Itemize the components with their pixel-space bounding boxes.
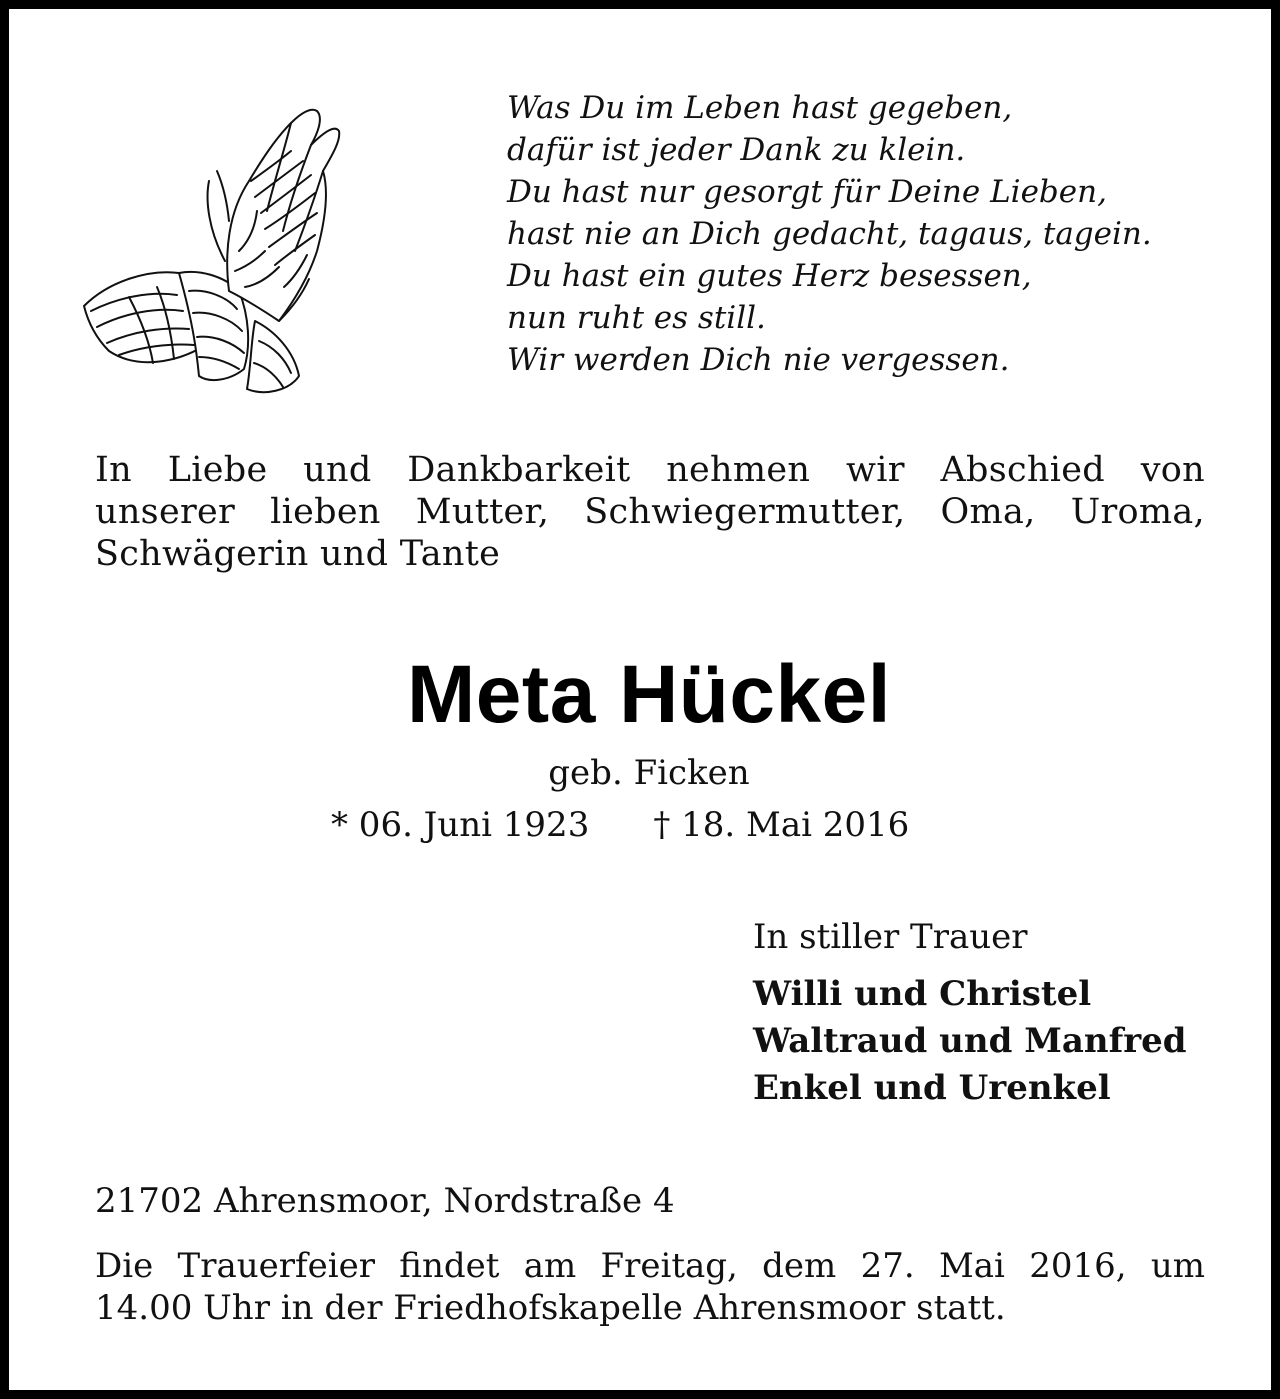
poem-line: dafür ist jeder Dank zu klein. (507, 132, 966, 168)
mourner-name: Waltraud und Manfred (753, 1021, 1187, 1061)
poem-line: Du hast nur gesorgt für Deine Lieben, (507, 174, 1107, 210)
mourning-heading: In stiller Trauer (753, 917, 1028, 957)
memorial-poem (507, 87, 1227, 381)
poem-line: Wir werden Dich nie vergessen. (507, 342, 1010, 378)
intro-line: Schwägerin und Tante (95, 534, 501, 574)
funeral-line: Die Trauerfeier findet am Freitag, dem 27. Mai 2016, um (95, 1246, 1205, 1286)
praying-hands-icon (79, 101, 349, 401)
poem-line: hast nie an Dich gedacht, tagaus, tagein. (507, 216, 1152, 252)
poem-line: Du hast ein gutes Herz besessen, (507, 258, 1032, 294)
poem-line: Was Du im Leben hast gegeben, (507, 90, 1013, 126)
mourner-name: Enkel und Urenkel (753, 1068, 1111, 1108)
funeral-info (95, 1245, 1205, 1329)
intro-line: unserer lieben Mutter, Schwiegermutter, Oma, Uroma, (95, 492, 1205, 532)
maiden-name: geb. Ficken (548, 753, 750, 793)
poem-line: nun ruht es still. (507, 300, 766, 336)
deceased-name: Meta Hückel (406, 649, 891, 740)
birth-date: * 06. Juni 1923 (331, 805, 590, 845)
intro-line: In Liebe und Dankbarkeit nehmen wir Abschied von (95, 450, 1205, 490)
funeral-line: 14.00 Uhr in der Friedhofskapelle Ahrensmoor statt. (95, 1288, 1006, 1328)
life-dates (331, 803, 1031, 847)
death-date: † 18. Mai 2016 (653, 805, 910, 845)
mourner-name: Willi und Christel (753, 974, 1092, 1014)
family-address: 21702 Ahrensmoor, Nordstraße 4 (95, 1181, 675, 1221)
mourners-list (753, 971, 1187, 1112)
farewell-text (95, 449, 1205, 575)
